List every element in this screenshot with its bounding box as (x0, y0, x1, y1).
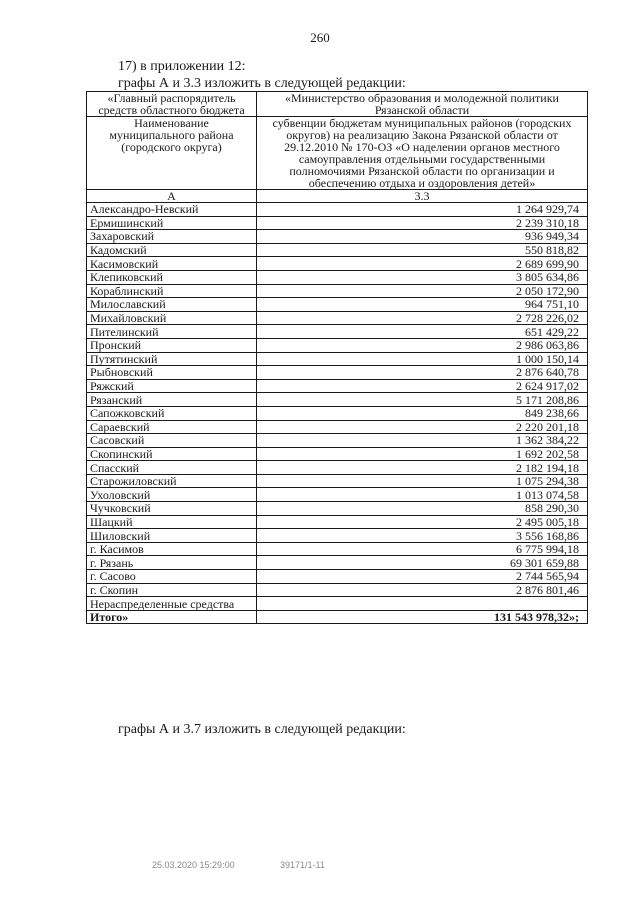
district-name-cell: Сапожковский (87, 406, 257, 420)
amount-cell (257, 597, 588, 611)
district-name-cell: г. Сасово (87, 570, 257, 584)
table-row (87, 270, 588, 284)
table-row (87, 325, 588, 339)
district-name-cell: г. Рязань (87, 556, 257, 570)
table-row (87, 461, 588, 475)
district-name-cell: Александро-Невский (87, 203, 257, 217)
district-name-cell: Ермишинский (87, 216, 257, 230)
table-row (87, 420, 588, 434)
amount-cell: 1 692 202,58 (257, 447, 588, 461)
district-name-cell: Кораблинский (87, 284, 257, 298)
table-row (87, 257, 588, 271)
amount-cell: 2 728 226,02 (257, 311, 588, 325)
amount-cell: 1 013 074,58 (257, 488, 588, 502)
table-header-name-row (87, 117, 588, 190)
district-name-cell: Пронский (87, 338, 257, 352)
amount-cell: 2 050 172,90 (257, 284, 588, 298)
total-label-cell: Итого» (87, 610, 257, 623)
amount-cell: 2 624 917,02 (257, 379, 588, 393)
table-row (87, 488, 588, 502)
table-row (87, 474, 588, 488)
district-name-cell: Скопинский (87, 447, 257, 461)
district-name-cell: Кадомский (87, 243, 257, 257)
table-row (87, 243, 588, 257)
footer-timestamp: 25.03.2020 15:29:00 (152, 860, 235, 870)
table-row (87, 529, 588, 543)
table-row (87, 393, 588, 407)
district-name-cell: Нераспределенные средства (87, 597, 257, 611)
amount-cell: 849 238,66 (257, 406, 588, 420)
amount-cell: 858 290,30 (257, 502, 588, 516)
district-name-cell: Захаровский (87, 230, 257, 244)
district-name-cell: Михайловский (87, 311, 257, 325)
amount-cell: 2 220 201,18 (257, 420, 588, 434)
table-row (87, 298, 588, 312)
district-name-cell: Шиловский (87, 529, 257, 543)
table-total-row (87, 610, 588, 623)
table-row (87, 338, 588, 352)
table-row (87, 583, 588, 597)
admin-label-cell: «Главный распорядитель средств областного бюджета (87, 92, 257, 117)
amount-cell: 2 239 310,18 (257, 216, 588, 230)
district-name-cell: г. Скопин (87, 583, 257, 597)
table-row (87, 366, 588, 380)
district-name-cell: Рыбновский (87, 366, 257, 380)
column-code-b: 3.3 (257, 190, 588, 203)
district-name-cell: Касимовский (87, 257, 257, 271)
district-name-cell: Шацкий (87, 515, 257, 529)
budget-table (86, 91, 588, 624)
amount-cell: 964 751,10 (257, 298, 588, 312)
table-row (87, 556, 588, 570)
table-row (87, 515, 588, 529)
table-row (87, 406, 588, 420)
table-row (87, 597, 588, 611)
amount-cell: 550 818,82 (257, 243, 588, 257)
district-name-cell: Сараевский (87, 420, 257, 434)
district-name-cell: Путятинский (87, 352, 257, 366)
district-name-cell: Пителинский (87, 325, 257, 339)
total-value-cell: 131 543 978,32»; (257, 610, 588, 623)
amount-cell: 6 775 994,18 (257, 542, 588, 556)
outro-line: графы А и 3.7 изложить в следующей редакции: (118, 722, 406, 737)
amount-cell: 2 689 699,90 (257, 257, 588, 271)
amount-cell: 3 556 168,86 (257, 529, 588, 543)
table-row (87, 284, 588, 298)
name-value-cell: субвенции бюджетам муниципальных районов (городских округов) на реализацию Закона Рязанской области от 29.12.2010 № 170-ОЗ «О наделении органов местного самоуправления отдельными государственными полномочиями Рязанской области по организации и обеспечению отдыха и оздоровления детей» (257, 117, 588, 190)
table-row (87, 447, 588, 461)
table-row (87, 434, 588, 448)
district-name-cell: Чучковский (87, 502, 257, 516)
table-row (87, 203, 588, 217)
amount-cell: 1 264 929,74 (257, 203, 588, 217)
table-row (87, 311, 588, 325)
district-name-cell: г. Касимов (87, 542, 257, 556)
district-name-cell: Ухоловский (87, 488, 257, 502)
table-row (87, 502, 588, 516)
district-name-cell: Ряжский (87, 379, 257, 393)
table-row (87, 570, 588, 584)
amount-cell: 651 429,22 (257, 325, 588, 339)
district-name-cell: Старожиловский (87, 474, 257, 488)
amount-cell: 1 075 294,38 (257, 474, 588, 488)
amount-cell: 5 171 208,86 (257, 393, 588, 407)
admin-value-cell: «Министерство образования и молодежной политики Рязанской области (257, 92, 588, 117)
amount-cell: 936 949,34 (257, 230, 588, 244)
district-name-cell: Сасовский (87, 434, 257, 448)
amount-cell: 1 362 384,22 (257, 434, 588, 448)
table-header-admin-row (87, 92, 588, 117)
page-number: 260 (310, 30, 330, 45)
table-row (87, 352, 588, 366)
table-column-codes-row (87, 190, 588, 203)
table-row (87, 230, 588, 244)
amount-cell: 2 876 801,46 (257, 583, 588, 597)
district-name-cell: Рязанский (87, 393, 257, 407)
amount-cell: 2 182 194,18 (257, 461, 588, 475)
amount-cell: 3 805 634,86 (257, 270, 588, 284)
intro-line-2: графы А и 3.3 изложить в следующей редакции: (118, 76, 406, 91)
table-row (87, 379, 588, 393)
column-code-a: А (87, 190, 257, 203)
table-row (87, 542, 588, 556)
amount-cell: 69 301 659,88 (257, 556, 588, 570)
district-name-cell: Милославский (87, 298, 257, 312)
intro-line-1: 17) в приложении 12: (118, 59, 246, 74)
amount-cell: 2 876 640,78 (257, 366, 588, 380)
amount-cell: 2 495 005,18 (257, 515, 588, 529)
amount-cell: 2 744 565,94 (257, 570, 588, 584)
district-name-cell: Спасский (87, 461, 257, 475)
amount-cell: 1 000 150,14 (257, 352, 588, 366)
name-label-cell: Наименование муниципального района (городского округа) (87, 117, 257, 190)
footer-doc-code: 39171/1-11 (280, 860, 325, 870)
district-name-cell: Клепиковский (87, 270, 257, 284)
table-row (87, 216, 588, 230)
amount-cell: 2 986 063,86 (257, 338, 588, 352)
